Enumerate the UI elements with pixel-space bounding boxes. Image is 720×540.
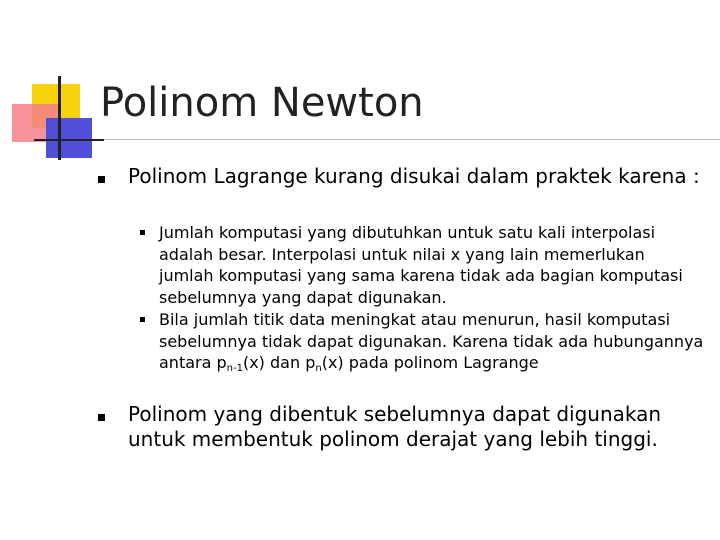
bullet-square-icon: [98, 176, 105, 183]
slide-title: Polinom Newton: [100, 80, 424, 126]
bullet-square-icon: [98, 414, 105, 421]
sub-bullet-2-sub1: n-1: [226, 363, 243, 374]
bullet-1-text: Polinom Lagrange kurang disukai dalam praktek karena :: [128, 164, 700, 188]
sub-bullet-2-text: [159, 309, 704, 374]
sub-bullet-square-icon: [140, 317, 145, 322]
bullet-2-text: Polinom yang dibentuk sebelumnya dapat digunakan untuk membentuk polinom derajat yang lebih tinggi.: [128, 402, 662, 451]
decor-vertical-line: [58, 76, 61, 160]
sub-bullet-square-icon: [140, 230, 145, 235]
sub-bullet-2-sub2: n: [315, 363, 322, 374]
decor-blue-square: [46, 118, 92, 158]
sub-bullet-2-part1: Bila jumlah titik data meningkat atau menurun, hasil komputasi sebelumnya tidak dapat digunakan. Karena tidak ada hubungannya antara p: [159, 310, 704, 372]
sub-bullet-2-part3: (x) pada polinom Lagrange: [321, 353, 539, 372]
sub-bullet-1-text: Jumlah komputasi yang dibutuhkan untuk satu kali interpolasi adalah besar. Interpolasi untuk nilai x yang lain memerlukan jumlah komputasi yang sama karena tidak ada bagian komputasi sebelumnya yang dapat digunakan.: [159, 223, 683, 307]
sub-bullet-2-part2: (x) dan p: [242, 353, 316, 372]
title-underline-accent: [34, 139, 104, 141]
title-underline: [34, 139, 720, 140]
